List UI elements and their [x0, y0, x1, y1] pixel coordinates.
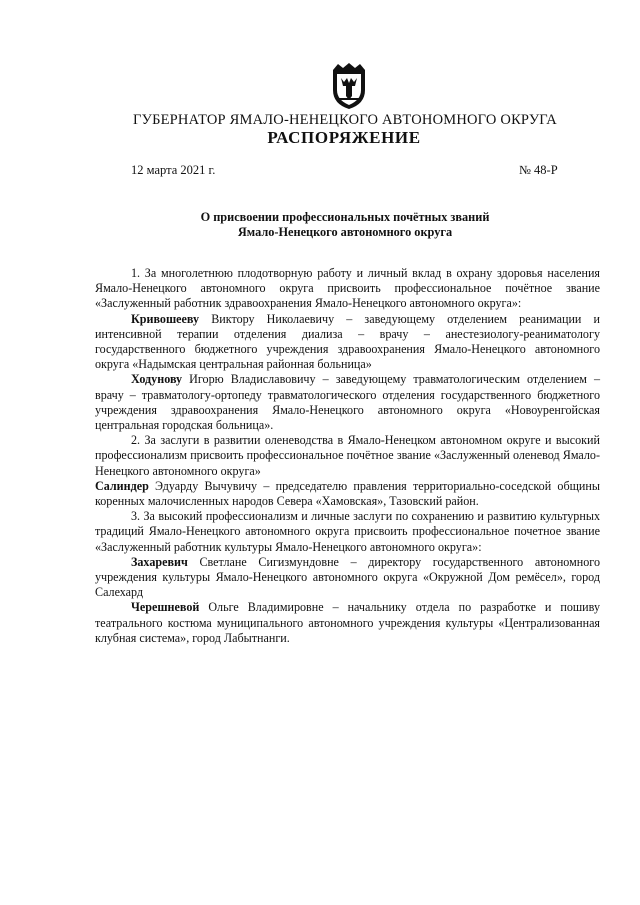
item-1-awardee-a	[95, 312, 600, 373]
awardee-details: Эдуарду Вычувичу – председателю правления территориально-соседской общины коренных малочисленных народов Севера «Хамовская», Тазовский район.	[95, 478, 600, 509]
awardee-details: Виктору Николаевичу – заведующему отделением реанимации и интенсивной терапии отделения диализа – врачу – анестезиологу-реаниматологу государственного бюджетного учреждения здравоохранения Ямало-Ненецкого автономного округа «Надымская центральная районная больница»	[95, 311, 600, 372]
item-3-awardee-b	[95, 600, 600, 646]
awardee-details: Светлане Сигизмундовне – директору государственного автономного учреждения культуры Ямало-Ненецкого автономного округа «Окружной Дом ремёсел», город Салехард	[95, 554, 600, 600]
document-date: 12 марта 2021 г.	[131, 163, 216, 177]
issuer-title: ГУБЕРНАТОР ЯМАЛО-НЕНЕЦКОГО АВТОНОМНОГО ОКРУГА	[133, 112, 557, 128]
item-3-intro: 3. За высокий профессионализм и личные заслуги по сохранению и развитию культурных традиций Ямало-Ненецкого автономного округа присвоить профессиональное почетное звание «Заслуженный работник культуры Ямало-Ненецкого автономного округа»:	[95, 509, 600, 554]
subject-line-2: Ямало-Ненецкого автономного округа	[237, 225, 453, 239]
awardee-surname: Захаревич	[131, 554, 188, 569]
document-type: РАСПОРЯЖЕНИЕ	[267, 128, 421, 147]
awardee-surname: Ходунову	[131, 372, 183, 387]
document-body	[95, 266, 600, 646]
awardee-surname: Кривошееву	[131, 311, 200, 326]
item-1-intro: 1. За многолетнюю плодотворную работу и личный вклад в охрану здоровья населения Ямало-Ненецкого автономного округа присвоить профессиональное почётное звание «Заслуженный работник здравоохранения Ямало-Ненецкого автономного округа»:	[95, 266, 600, 311]
document-number: № 48-Р	[519, 163, 558, 177]
subject-line-1: О присвоении профессиональных почётных званий	[200, 210, 490, 224]
awardee-details: Игорю Владиславовичу – заведующему травматологическим отделением – врачу – травматологу-ортопеду травматологического отделения государственного бюджетного учреждения здравоохранения Ямало-Ненецкого автономного округа «Новоуренгойская центральная городская больница».	[95, 372, 600, 433]
item-2-intro: 2. За заслуги в развитии оленеводства в Ямало-Ненецком автономном округе и высокий профессионализм присвоить профессиональное почётное звание «Заслуженный оленевод Ямало-Ненецкого автономного округа»	[95, 433, 600, 478]
awardee-surname: Салиндер	[95, 478, 149, 493]
awardee-details: Ольге Владимировне – начальнику отдела по разработке и пошиву театрального костюма муниципального автономного учреждения культуры «Централизованная клубная система», город Лабытнанги.	[95, 600, 600, 645]
coat-of-arms-emblem	[330, 62, 368, 110]
awardee-surname: Черешневой	[131, 600, 200, 615]
item-1-awardee-b	[95, 372, 600, 433]
document-subject	[0, 210, 640, 240]
item-3-awardee-a	[95, 555, 600, 601]
item-2-awardee-a	[95, 479, 600, 509]
